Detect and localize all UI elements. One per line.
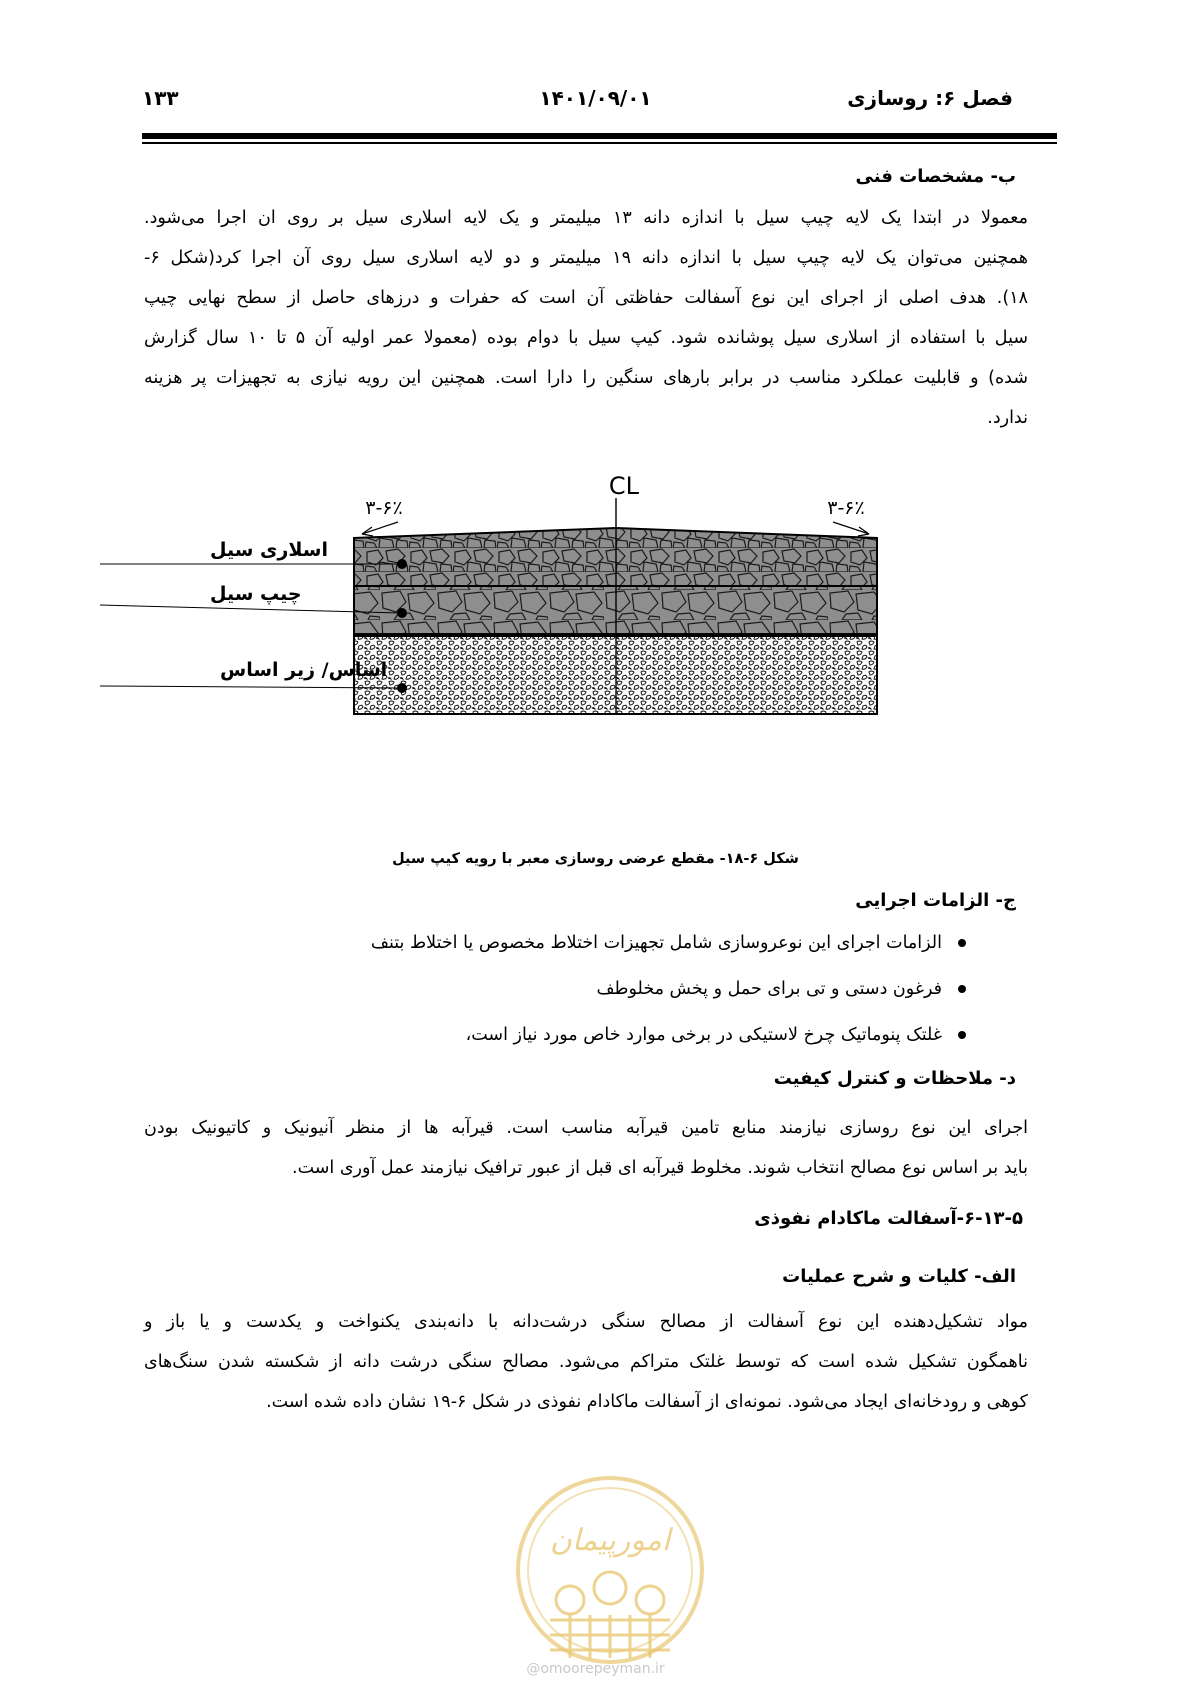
paragraph-line: اجرای این نوع روسازی نیازمند منابع تامین قیرآبه مناسب است. قیرآبه ها از منظر آنیونیک و کاتیونیک بودن [144, 1118, 1028, 1138]
pavement-cross-section-figure [100, 472, 1000, 790]
bullet-dot-icon [958, 1031, 966, 1039]
paragraph-line: معمولا در ابتدا یک لایه چیپ سیل با اندازه دانه ۱۳ میلیمتر و یک لایه اسلاری سیل بر روی ان اجرا می‌شود. [144, 208, 1028, 228]
list-item: الزامات اجرای این نوعروسازی شامل تجهیزات اختلاط مخصوص یا اختلاط بتنف [206, 920, 966, 966]
header-date: ۱۴۰۱/۰۹/۰۱ [539, 86, 652, 110]
section-heading-6-13-5: ۶-۱۳-۵-آسفالت ماکادام نفوذی [754, 1208, 1023, 1229]
paragraph-line: ندارد. [987, 408, 1028, 428]
paragraph-line: ۱۸). هدف اصلی از اجرای این نوع آسفالت حفاظتی آن است که حفرات و درزهای حاصل از سطح نهایی چیپ [144, 288, 1028, 308]
header-rule-thin [142, 142, 1057, 144]
slope-left-label: ۳-۶٪ [365, 497, 403, 519]
list-item: غلتک پنوماتیک چرخ لاستیکی در برخی موارد خاص مورد نیاز است، [206, 1012, 966, 1058]
header-rule-thick [142, 133, 1057, 139]
section-heading-b: ب- مشخصات فنی [855, 166, 1016, 187]
paragraph-line: باید بر اساس نوع مصالح انتخاب شوند. مخلوط قیرآبه ای قبل از عبور ترافیک نیازمند عمل آوری است. [292, 1158, 1028, 1178]
paragraph-line: ناهمگون تشکیل شده است که توسط غلتک متراکم می‌شود. مصالح سنگی درشت دانه از شکسته شدن سنگ‌های [144, 1352, 1028, 1372]
paragraph-line: همچنین می‌توان یک لایه چیپ سیل با اندازه دانه ۱۹ میلیمتر و دو لایه اسلاری سیل روی آن اجرا کرد(شکل ۶- [144, 248, 1028, 268]
centerline-label: CL [608, 472, 640, 500]
layer-label-base: اساس/ زیر اساس [220, 659, 388, 681]
layer-label-chip-seal: چیپ سیل [210, 583, 302, 605]
section-heading-alef: الف- کلیات و شرح عملیات [782, 1266, 1016, 1287]
list-item: فرغون دستی و تی برای حمل و پخش مخلوطف [206, 966, 966, 1012]
watermark-site: @omoorepeyman.ir [526, 1661, 665, 1677]
bullet-dot-icon [958, 939, 966, 947]
section-heading-c: ج- الزامات اجرایی [855, 890, 1016, 911]
chapter-title: فصل ۶: روسازی [847, 86, 1013, 110]
paragraph-line: کوهی و رودخانه‌ای ایجاد می‌شود. نمونه‌ای از آسفالت ماکادام نفوذی در شکل ۶-۱۹ نشان داده شده است. [266, 1392, 1028, 1412]
watermark-stamp-logo [510, 1470, 710, 1670]
slope-right-label: ۳-۶٪ [827, 497, 865, 519]
section-heading-d: د- ملاحظات و کنترل کیفیت [773, 1068, 1016, 1089]
paragraph-line: شده) و قابلیت عملکرد مناسب در برابر بارهای سنگین را دارا است. همچنین این رویه نیازی به تجهیزات پر هزینه [144, 368, 1028, 388]
paragraph-d [144, 1108, 1028, 1188]
paragraph-line: سیل با استفاده از اسلاری سیل پوشانده شود. کیپ سیل با دوام بوده (معمولا عمر اولیه آن ۵ تا ۱۰ سال گزارش [144, 328, 1029, 348]
page-number: ۱۳۳ [142, 86, 179, 110]
stamp-text: امورپیمان [549, 1523, 671, 1558]
paragraph-line: مواد تشکیل‌دهنده این نوع آسفالت از مصالح سنگی درشت‌دانه با دانه‌بندی یکنواخت و یکدست و یا باز و [144, 1312, 1028, 1332]
paragraph-alef [144, 1302, 1028, 1422]
bullet-dot-icon [958, 985, 966, 993]
layer-label-slurry-seal: اسلاری سیل [210, 539, 328, 561]
bullet-list [206, 920, 966, 1058]
paragraph-b [144, 198, 1028, 438]
figure-caption: شکل ۶-۱۸- مقطع عرضی روسازی معبر با رویه کیپ سیل [392, 851, 799, 867]
